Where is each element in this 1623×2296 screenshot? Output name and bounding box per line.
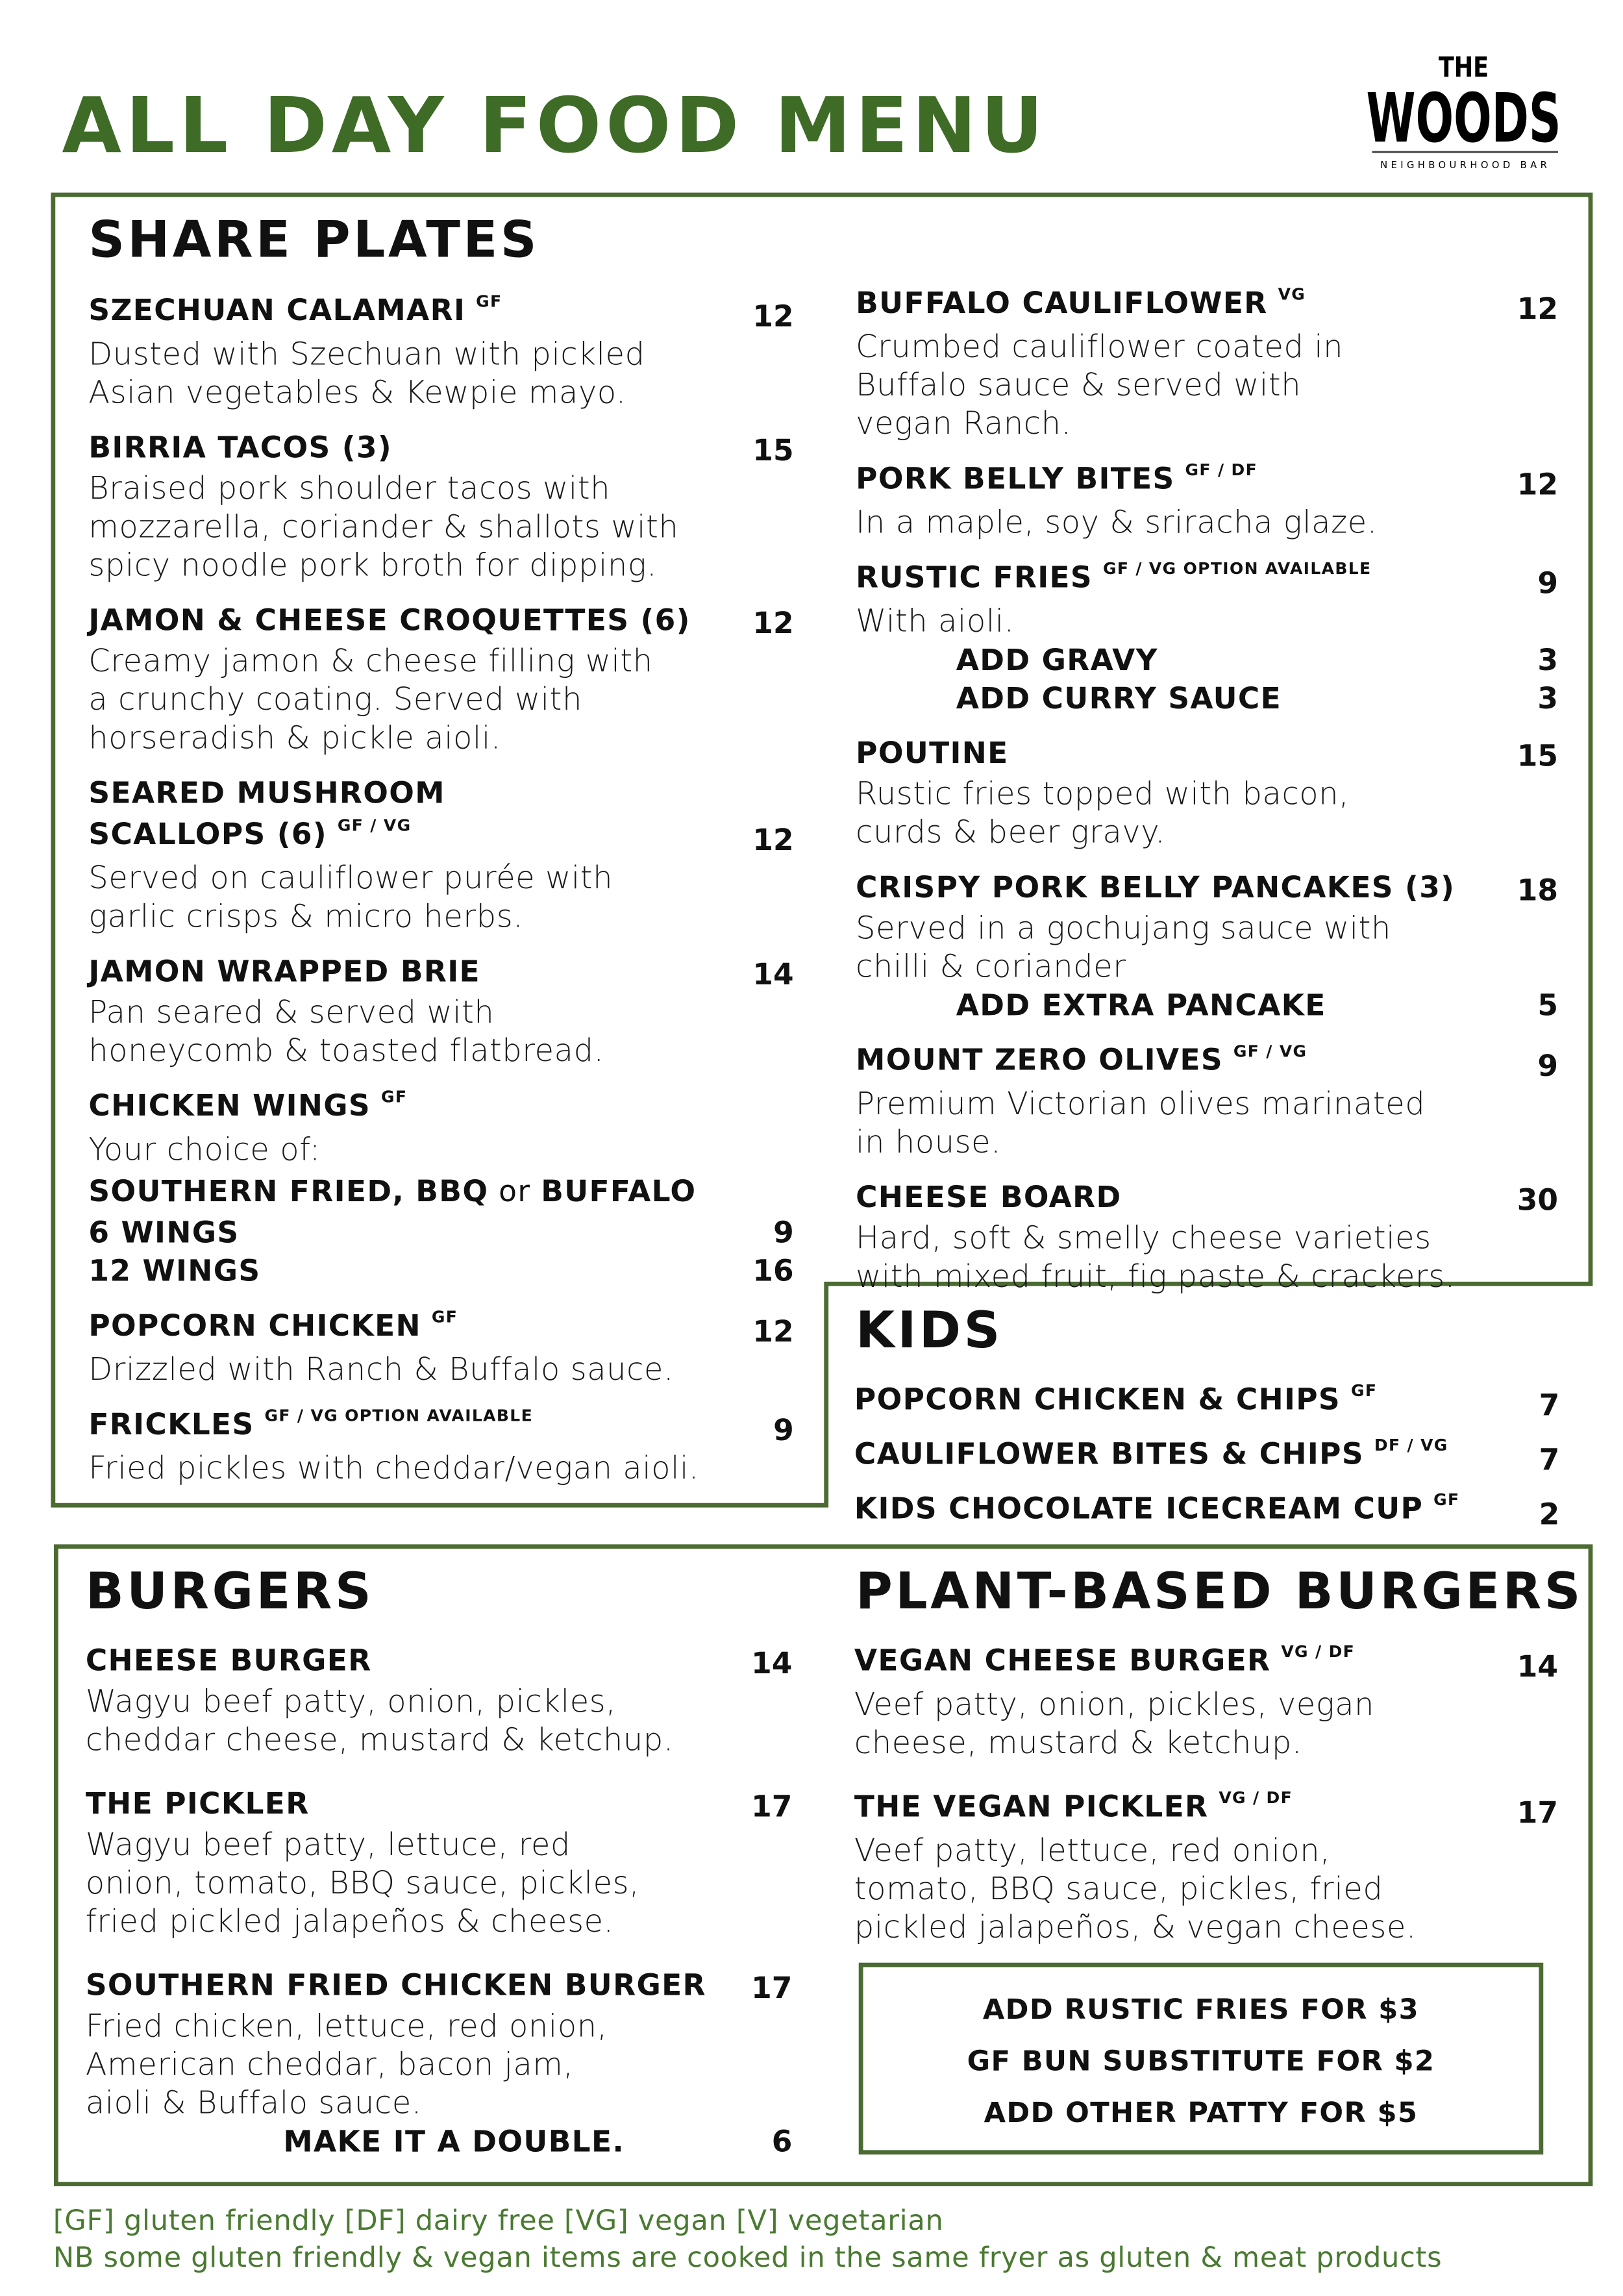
addon-price: 3 — [1537, 642, 1558, 678]
item-description: Fried chicken, lettuce, red onion, — [85, 2008, 608, 2044]
item-name: RUSTIC FRIES — [856, 559, 1093, 595]
item-name-row — [854, 1641, 1558, 1685]
item-name-wrap — [854, 1787, 1293, 1831]
addon-label: ADD EXTRA PANCAKE — [956, 987, 1326, 1023]
menu-item — [856, 283, 1558, 442]
item-price: 7 — [1539, 1387, 1560, 1423]
item-name-row — [86, 1965, 793, 2007]
item-price: 7 — [1539, 1441, 1560, 1477]
item-name-row — [88, 1405, 793, 1449]
dietary-tag: DF / VG — [1374, 1436, 1448, 1455]
page-title: ALL DAY FOOD MENU — [62, 82, 1048, 171]
item-description: Veef patty, lettuce, red onion, — [854, 1832, 1331, 1869]
burgers-heading: BURGERS — [85, 1562, 375, 1622]
sauce-choices — [88, 1169, 793, 1213]
menu-item — [88, 1086, 793, 1290]
item-description: cheddar cheese, mustard & ketchup. — [85, 1722, 674, 1758]
item-name-wrap — [856, 867, 1455, 909]
dietary-tag: GF — [476, 292, 502, 312]
item-name-wrap — [856, 459, 1258, 503]
logo-tagline: NEIGHBOURHOOD BAR — [1380, 160, 1547, 171]
item-name-row — [88, 773, 793, 815]
logo-woods: WOODS — [1366, 79, 1561, 158]
item-description: Served in a gochujang sauce with — [856, 910, 1391, 946]
option-price: 16 — [752, 1253, 794, 1289]
item-description: Braised pork shoulder tacos with — [88, 470, 611, 506]
option-price: 9 — [773, 1214, 794, 1250]
item-description: chilli & coriander — [856, 949, 1126, 984]
menu-item — [856, 1178, 1558, 1296]
item-description: Fried pickles with cheddar/vegan aioli. — [88, 1451, 699, 1486]
item-description: Asian vegetables & Kewpie mayo. — [88, 375, 626, 410]
logo-the: THE — [1438, 51, 1489, 84]
item-name-row — [88, 428, 793, 469]
item-name-wrap — [88, 815, 411, 859]
extras-box — [859, 1963, 1544, 2154]
dietary-tag: GF / VG OPTION AVAILABLE — [1102, 559, 1372, 579]
dietary-tag: VG / DF — [1219, 1788, 1293, 1808]
item-name-wrap — [88, 601, 690, 642]
item-name-wrap — [854, 1434, 1448, 1479]
dietary-tag: GF / VG — [337, 816, 412, 836]
menu-item — [88, 428, 793, 584]
item-name-wrap — [88, 291, 502, 335]
share-plates-heading: SHARE PLATES — [88, 210, 540, 270]
item-description: vegan Ranch. — [856, 405, 1072, 442]
item-name-wrap — [88, 952, 480, 993]
choice-text: , — [392, 1173, 416, 1209]
dietary-tag: GF — [1433, 1490, 1460, 1510]
item-name: CHICKEN WINGS — [88, 1087, 371, 1123]
item-addon — [856, 640, 1558, 679]
item-name: FRICKLES — [88, 1406, 254, 1442]
menu-item — [88, 291, 793, 412]
item-addon — [86, 2122, 793, 2160]
item-name: CHEESE BOARD — [856, 1179, 1122, 1215]
item-name: SOUTHERN FRIED CHICKEN BURGER — [85, 1967, 706, 2003]
option-label: 12 WINGS — [88, 1253, 261, 1289]
item-name-row — [854, 1380, 1559, 1424]
item-name: VEGAN CHEESE BURGER — [854, 1642, 1271, 1678]
item-name: POPCORN CHICKEN & CHIPS — [854, 1381, 1341, 1417]
menu-item — [88, 1306, 793, 1388]
item-name: SZECHUAN CALAMARI — [88, 292, 466, 328]
item-name-wrap — [856, 1040, 1307, 1084]
menu-item — [86, 1641, 793, 1759]
item-price: 12 — [752, 1313, 794, 1349]
extra-gf-bun: GF BUN SUBSTITUTE FOR $2 — [967, 2045, 1435, 2078]
item-name: JAMON WRAPPED BRIE — [88, 953, 480, 989]
item-name-row — [856, 1178, 1558, 1219]
item-name: MOUNT ZERO OLIVES — [856, 1042, 1223, 1078]
item-name: PORK BELLY BITES — [856, 460, 1175, 496]
item-name-wrap — [856, 1178, 1121, 1219]
item-name-wrap — [88, 1306, 458, 1350]
item-name: BIRRIA TACOS (3) — [88, 429, 393, 465]
item-description: Premium Victorian olives marinated — [856, 1086, 1426, 1122]
plant-burgers-column — [854, 1641, 1558, 1971]
item-name-row — [88, 815, 793, 859]
item-price: 9 — [1537, 1047, 1558, 1084]
item-name-row — [856, 283, 1558, 327]
item-name-wrap — [86, 1784, 310, 1826]
addon-label: ADD GRAVY — [956, 642, 1158, 678]
footer — [53, 2203, 1442, 2277]
item-description: aioli & Buffalo sauce. — [85, 2085, 422, 2121]
kids-column — [854, 1380, 1559, 1543]
item-name: KIDS CHOCOLATE ICECREAM CUP — [854, 1490, 1424, 1526]
item-addon — [856, 679, 1558, 717]
item-price: 9 — [1537, 565, 1558, 601]
extra-fries: ADD RUSTIC FRIES FOR $3 — [982, 1993, 1420, 2027]
item-name-wrap — [88, 1086, 407, 1130]
item-name: SCALLOPS (6) — [88, 816, 328, 852]
item-addon — [856, 986, 1558, 1024]
item-description: garlic crisps & micro herbs. — [88, 899, 524, 934]
item-name: THE VEGAN PICKLER — [854, 1788, 1209, 1825]
menu-item — [88, 952, 793, 1070]
item-description: With aioli. — [856, 603, 1015, 640]
menu-item — [854, 1489, 1559, 1533]
menu-item — [856, 734, 1558, 852]
item-name-row — [88, 601, 793, 642]
dietary-tag: VG / DF — [1281, 1642, 1356, 1662]
item-description: Dusted with Szechuan with pickled — [88, 336, 645, 372]
kids-heading: KIDS — [856, 1301, 1003, 1361]
item-price: 17 — [1517, 1794, 1558, 1830]
item-description: Buffalo sauce & served with — [856, 367, 1302, 403]
item-name-row — [856, 1040, 1558, 1084]
item-description: Creamy jamon & cheese filling with — [88, 643, 653, 679]
item-name-wrap — [88, 1405, 533, 1449]
item-name-row — [854, 1787, 1558, 1831]
menu-item — [854, 1641, 1558, 1762]
menu-item — [88, 773, 793, 936]
item-name-row — [86, 1784, 793, 1826]
item-price: 12 — [1517, 290, 1558, 327]
menu-item — [854, 1434, 1559, 1479]
item-name-row — [88, 1086, 793, 1130]
item-option — [88, 1251, 793, 1290]
item-price: 12 — [752, 821, 794, 858]
item-description: Served on cauliflower purée with — [88, 860, 613, 896]
menu-item — [856, 867, 1558, 1024]
item-price: 14 — [1517, 1648, 1558, 1684]
item-name-wrap — [856, 734, 1008, 775]
item-name-row — [88, 291, 793, 335]
share-plates-left-column — [88, 291, 793, 1504]
dietary-legend: [GF] gluten friendly [DF] dairy free [VG] vegan [V] vegetarian — [53, 2204, 944, 2238]
menu-item — [88, 601, 793, 757]
addon-label: MAKE IT A DOUBLE. — [283, 2123, 625, 2159]
item-price: 18 — [1517, 872, 1558, 908]
item-description: cheese, mustard & ketchup. — [854, 1725, 1302, 1761]
dietary-tag: GF / DF — [1185, 460, 1258, 480]
dietary-tag: GF — [431, 1307, 458, 1327]
item-price: 12 — [1517, 466, 1558, 502]
item-name: CHEESE BURGER — [85, 1642, 372, 1678]
item-description: horseradish & pickle aioli. — [88, 720, 501, 756]
item-price: 14 — [752, 956, 794, 992]
item-description: onion, tomato, BBQ sauce, pickles, — [85, 1865, 640, 1901]
item-price: 9 — [773, 1412, 794, 1448]
burgers-column — [86, 1641, 793, 2186]
menu-item — [854, 1380, 1559, 1424]
menu-item — [856, 459, 1558, 542]
plant-burgers-heading: PLANT-BASED BURGERS — [856, 1562, 1583, 1622]
item-price: 30 — [1517, 1182, 1558, 1217]
item-description: Rustic fries topped with bacon, — [856, 776, 1350, 812]
menu-item — [86, 1965, 793, 2160]
choice-text: SOUTHERN FRIED — [88, 1173, 393, 1209]
item-name-wrap — [854, 1380, 1377, 1424]
item-name: JAMON & CHEESE CROQUETTES (6) — [88, 602, 691, 638]
item-name: POPCORN CHICKEN — [88, 1307, 421, 1343]
item-description: Pan seared & served with — [88, 994, 495, 1030]
item-option — [88, 1213, 793, 1251]
item-name-wrap — [854, 1641, 1355, 1685]
item-name: THE PICKLER — [85, 1785, 310, 1821]
item-description: American cheddar, bacon jam, — [85, 2047, 574, 2082]
share-plates-right-column — [856, 283, 1558, 1312]
item-name-wrap — [856, 283, 1306, 327]
item-description: Crumbed cauliflower coated in — [856, 329, 1344, 365]
item-name-row — [86, 1641, 793, 1682]
item-name: CAULIFLOWER BITES & CHIPS — [854, 1436, 1364, 1471]
choice-text: or — [488, 1173, 541, 1209]
item-price: 17 — [751, 1788, 793, 1825]
item-name-row — [856, 734, 1558, 775]
item-name: BUFFALO CAULIFLOWER — [856, 284, 1268, 321]
item-name-row — [854, 1489, 1559, 1533]
dietary-tag: GF — [380, 1087, 408, 1107]
item-name-row — [856, 867, 1558, 909]
item-description: Veef patty, onion, pickles, vegan — [854, 1686, 1375, 1723]
item-description: In a maple, soy & sriracha glaze. — [856, 505, 1378, 540]
choice-text: BUFFALO — [541, 1173, 697, 1209]
item-description: in house. — [856, 1124, 1002, 1160]
item-description: Wagyu beef patty, onion, pickles, — [85, 1684, 617, 1719]
item-price: 14 — [751, 1645, 793, 1681]
item-name: POUTINE — [856, 734, 1009, 771]
item-price: 15 — [752, 432, 794, 468]
item-description: honeycomb & toasted flatbread. — [88, 1032, 604, 1069]
item-description: tomato, BBQ sauce, pickles, fried — [854, 1871, 1383, 1907]
option-label: 6 WINGS — [88, 1214, 240, 1250]
item-price: 12 — [752, 298, 794, 334]
item-name-row — [856, 459, 1558, 503]
item-name-wrap — [854, 1489, 1460, 1533]
dietary-tag: GF / VG OPTION AVAILABLE — [264, 1406, 534, 1426]
item-description: fried pickled jalapeños & cheese. — [85, 1903, 614, 1940]
choice-text: BBQ — [415, 1173, 489, 1209]
item-name-wrap — [86, 1965, 706, 2007]
item-description: Drizzled with Ranch & Buffalo sauce. — [88, 1351, 674, 1388]
addon-price: 3 — [1537, 680, 1558, 716]
item-name-row — [856, 558, 1558, 602]
item-price: 2 — [1539, 1496, 1560, 1532]
extra-patty: ADD OTHER PATTY FOR $5 — [984, 2097, 1419, 2130]
item-description: with mixed fruit, fig paste & crackers. — [856, 1258, 1456, 1295]
item-name-row — [88, 1306, 793, 1350]
item-name-row — [88, 952, 793, 993]
menu-item — [86, 1784, 793, 1941]
item-price: 12 — [752, 605, 794, 641]
item-description: Your choice of: — [88, 1132, 321, 1167]
dietary-tag: GF — [1350, 1381, 1378, 1401]
addon-price: 5 — [1537, 987, 1558, 1023]
item-description: curds & beer gravy. — [856, 814, 1166, 851]
dietary-tag: GF / VG — [1233, 1042, 1307, 1062]
addon-label: ADD CURRY SAUCE — [956, 680, 1282, 716]
item-description: spicy noodle pork broth for dipping. — [88, 547, 658, 583]
item-name-wrap — [86, 1641, 372, 1682]
item-description: pickled jalapeños, & vegan cheese. — [854, 1909, 1417, 1945]
dietary-tag: VG — [1278, 284, 1306, 305]
item-description: Hard, soft & smelly cheese varieties — [856, 1220, 1431, 1256]
item-description: a crunchy coating. Served with — [88, 681, 583, 718]
item-description: mozzarella, coriander & shallots with — [88, 509, 679, 545]
menu-item — [88, 1405, 793, 1488]
fryer-note: NB some gluten friendly & vegan items are cooked in the same fryer as gluten & meat products — [53, 2241, 1443, 2275]
menu-item — [856, 558, 1558, 717]
item-name: SEARED MUSHROOM — [88, 775, 445, 810]
item-name: CRISPY PORK BELLY PANCAKES (3) — [856, 869, 1456, 905]
item-name-row — [854, 1434, 1559, 1479]
item-name-wrap — [88, 428, 392, 469]
addon-price: 6 — [771, 2123, 793, 2159]
item-price: 15 — [1517, 738, 1558, 773]
item-price: 17 — [751, 1970, 793, 2006]
item-description: Wagyu beef patty, lettuce, red — [85, 1827, 571, 1863]
menu-item — [856, 1040, 1558, 1161]
item-name-wrap — [856, 558, 1371, 602]
menu-item — [854, 1787, 1558, 1946]
item-name-wrap — [88, 773, 445, 815]
